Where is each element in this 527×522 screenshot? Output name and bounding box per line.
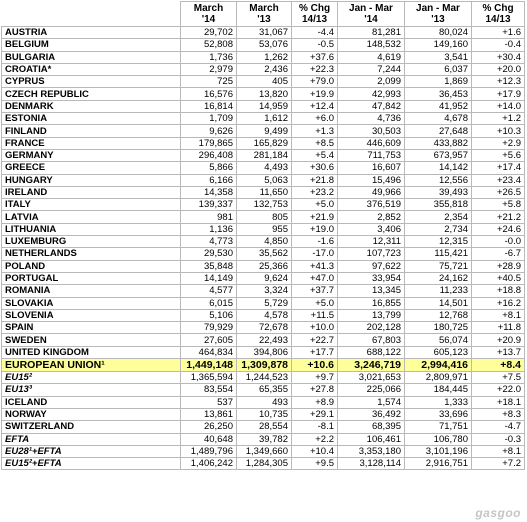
cell-ytd13: 149,160	[405, 39, 472, 51]
cell-ytd13: 39,493	[405, 186, 472, 198]
registrations-table	[1, 1, 525, 470]
cell-ytd13: 433,882	[405, 137, 472, 149]
cell-ychg: +17.9	[472, 88, 525, 100]
cell-ytd14: 107,723	[338, 248, 405, 260]
cell-chg: -1.6	[292, 236, 338, 248]
row-label: BULGARIA	[2, 51, 181, 63]
cell-m13: 165,829	[237, 137, 292, 149]
header-pct-chg-month: % Chg 14/13	[292, 2, 338, 27]
group-row	[2, 384, 525, 396]
table-row	[2, 88, 525, 100]
cell-chg: +6.0	[292, 113, 338, 125]
cell-ychg: +18.8	[472, 285, 525, 297]
row-label: AUSTRIA	[2, 27, 181, 39]
cell-m13: 1,244,523	[237, 372, 292, 384]
cell-m14: 9,626	[181, 125, 237, 137]
cell-chg: -8.1	[292, 421, 338, 433]
cell-ytd14: 446,609	[338, 137, 405, 149]
cell-ytd14: 81,281	[338, 27, 405, 39]
cell-m14: 1,709	[181, 113, 237, 125]
cell-ytd14: 16,607	[338, 162, 405, 174]
cell-m14: 179,865	[181, 137, 237, 149]
cell-ytd14: 42,993	[338, 88, 405, 100]
cell-m13: 13,820	[237, 88, 292, 100]
cell-ytd14: 3,021,653	[338, 372, 405, 384]
cell-ytd14: 13,799	[338, 309, 405, 321]
cell-m14: 13,861	[181, 408, 237, 420]
cell-m14: 1,365,594	[181, 372, 237, 384]
table-row	[2, 334, 525, 346]
cell-ytd13: 605,123	[405, 346, 472, 358]
eu-total-row	[2, 359, 525, 372]
row-label: SWEDEN	[2, 334, 181, 346]
cell-ychg: +21.2	[472, 211, 525, 223]
cell-ychg: +10.3	[472, 125, 525, 137]
table-row	[2, 223, 525, 235]
header-march-14: March '14	[181, 2, 237, 27]
table-row	[2, 51, 525, 63]
cell-ytd13: 12,315	[405, 236, 472, 248]
row-label: FINLAND	[2, 125, 181, 137]
cell-ytd13: 75,721	[405, 260, 472, 272]
cell-ytd14: 2,852	[338, 211, 405, 223]
cell-m13: 35,562	[237, 248, 292, 260]
cell-ychg: +24.6	[472, 223, 525, 235]
cell-m13: 405	[237, 76, 292, 88]
cell-m14: 537	[181, 396, 237, 408]
row-label: ROMANIA	[2, 285, 181, 297]
cell-ychg: +40.5	[472, 272, 525, 284]
group-row	[2, 396, 525, 408]
cell-m14: 14,358	[181, 186, 237, 198]
table-row	[2, 272, 525, 284]
cell-chg: +17.7	[292, 346, 338, 358]
group-row	[2, 372, 525, 384]
cell-m13: 1,262	[237, 51, 292, 63]
cell-ytd13: 115,421	[405, 248, 472, 260]
cell-m14: 464,834	[181, 346, 237, 358]
cell-m14: 1,136	[181, 223, 237, 235]
table-row	[2, 285, 525, 297]
cell-ytd13: 14,501	[405, 297, 472, 309]
table-row	[2, 211, 525, 223]
cell-m14: 1,736	[181, 51, 237, 63]
cell-chg: +23.2	[292, 186, 338, 198]
cell-ytd14: 67,803	[338, 334, 405, 346]
cell-chg: +5.0	[292, 199, 338, 211]
cell-ytd13: 12,556	[405, 174, 472, 186]
cell-chg: +27.8	[292, 384, 338, 396]
cell-ytd14: 7,244	[338, 63, 405, 75]
header-ytd-13: Jan - Mar '13	[405, 2, 472, 27]
row-label: ESTONIA	[2, 113, 181, 125]
row-label: ITALY	[2, 199, 181, 211]
cell-m13: 1,612	[237, 113, 292, 125]
cell-m14: 52,808	[181, 39, 237, 51]
cell-m13: 39,782	[237, 433, 292, 445]
cell-m13: 14,959	[237, 100, 292, 112]
cell-ytd14: 711,753	[338, 149, 405, 161]
cell-chg: +29.1	[292, 408, 338, 420]
row-label: IRELAND	[2, 186, 181, 198]
cell-ytd13: 2,994,416	[405, 359, 472, 372]
cell-ychg: +22.0	[472, 384, 525, 396]
table-row	[2, 162, 525, 174]
cell-m14: 29,702	[181, 27, 237, 39]
cell-chg: +11.5	[292, 309, 338, 321]
cell-chg: +10.0	[292, 322, 338, 334]
cell-m13: 955	[237, 223, 292, 235]
cell-ytd13: 33,696	[405, 408, 472, 420]
cell-ychg: +1.6	[472, 27, 525, 39]
cell-ychg: -6.7	[472, 248, 525, 260]
cell-m14: 40,648	[181, 433, 237, 445]
group-row	[2, 433, 525, 445]
group-row	[2, 408, 525, 420]
table-row	[2, 76, 525, 88]
cell-m14: 6,166	[181, 174, 237, 186]
cell-ytd14: 49,966	[338, 186, 405, 198]
row-label: CYPRUS	[2, 76, 181, 88]
cell-m14: 1,406,242	[181, 458, 237, 470]
table-row	[2, 125, 525, 137]
cell-m13: 53,076	[237, 39, 292, 51]
row-label: DENMARK	[2, 100, 181, 112]
table-row	[2, 297, 525, 309]
cell-ychg: +28.9	[472, 260, 525, 272]
cell-chg: +1.3	[292, 125, 338, 137]
cell-chg: +19.9	[292, 88, 338, 100]
header-march-13: March '13	[237, 2, 292, 27]
cell-m14: 725	[181, 76, 237, 88]
cell-ytd13: 12,768	[405, 309, 472, 321]
cell-chg: -4.4	[292, 27, 338, 39]
cell-ychg: +30.4	[472, 51, 525, 63]
cell-chg: +37.6	[292, 51, 338, 63]
cell-m14: 1,449,148	[181, 359, 237, 372]
group-row	[2, 421, 525, 433]
cell-m13: 1,284,305	[237, 458, 292, 470]
cell-m13: 5,729	[237, 297, 292, 309]
table-row	[2, 346, 525, 358]
cell-ychg: +16.2	[472, 297, 525, 309]
row-label: UNITED KINGDOM	[2, 346, 181, 358]
cell-m13: 4,578	[237, 309, 292, 321]
cell-ychg: +7.2	[472, 458, 525, 470]
table-row	[2, 236, 525, 248]
cell-ytd14: 106,461	[338, 433, 405, 445]
cell-ychg: +8.1	[472, 445, 525, 457]
cell-ytd14: 97,622	[338, 260, 405, 272]
cell-m14: 296,408	[181, 149, 237, 161]
cell-ytd13: 2,734	[405, 223, 472, 235]
table-row	[2, 39, 525, 51]
cell-m13: 5,063	[237, 174, 292, 186]
row-label: ICELAND	[2, 396, 181, 408]
cell-m14: 5,866	[181, 162, 237, 174]
cell-ychg: +26.5	[472, 186, 525, 198]
cell-ytd13: 14,142	[405, 162, 472, 174]
cell-ytd14: 688,122	[338, 346, 405, 358]
row-label: SLOVAKIA	[2, 297, 181, 309]
cell-ychg: +14.0	[472, 100, 525, 112]
cell-chg: +9.5	[292, 458, 338, 470]
table-header	[2, 2, 525, 27]
cell-ytd14: 13,345	[338, 285, 405, 297]
cell-ytd14: 3,353,180	[338, 445, 405, 457]
cell-ytd14: 148,532	[338, 39, 405, 51]
cell-ychg: -0.4	[472, 39, 525, 51]
cell-chg: +10.6	[292, 359, 338, 372]
table-row	[2, 322, 525, 334]
cell-ychg: -0.3	[472, 433, 525, 445]
cell-ytd14: 3,128,114	[338, 458, 405, 470]
cell-m13: 28,554	[237, 421, 292, 433]
cell-ytd13: 41,952	[405, 100, 472, 112]
cell-m14: 6,015	[181, 297, 237, 309]
cell-chg: +10.4	[292, 445, 338, 457]
cell-ytd13: 1,869	[405, 76, 472, 88]
cell-m14: 4,577	[181, 285, 237, 297]
cell-ytd13: 80,024	[405, 27, 472, 39]
cell-m14: 5,106	[181, 309, 237, 321]
cell-ychg: +5.6	[472, 149, 525, 161]
row-label: FRANCE	[2, 137, 181, 149]
cell-chg: +8.5	[292, 137, 338, 149]
group-row	[2, 458, 525, 470]
row-label: CZECH REPUBLIC	[2, 88, 181, 100]
cell-ytd14: 68,395	[338, 421, 405, 433]
table-row	[2, 63, 525, 75]
table-row	[2, 137, 525, 149]
cell-ytd14: 225,066	[338, 384, 405, 396]
header-ytd-14: Jan - Mar '14	[338, 2, 405, 27]
cell-m14: 79,929	[181, 322, 237, 334]
cell-ychg: +23.4	[472, 174, 525, 186]
cell-chg: +19.0	[292, 223, 338, 235]
cell-m13: 1,349,660	[237, 445, 292, 457]
cell-m13: 11,650	[237, 186, 292, 198]
header-pct-chg-ytd: % Chg 14/13	[472, 2, 525, 27]
cell-m14: 139,337	[181, 199, 237, 211]
cell-m13: 4,850	[237, 236, 292, 248]
cell-ytd13: 1,333	[405, 396, 472, 408]
cell-chg: +22.7	[292, 334, 338, 346]
cell-ytd14: 36,492	[338, 408, 405, 420]
cell-chg: +22.3	[292, 63, 338, 75]
cell-ytd14: 30,503	[338, 125, 405, 137]
table-row	[2, 27, 525, 39]
cell-ychg: +1.2	[472, 113, 525, 125]
cell-chg: -0.5	[292, 39, 338, 51]
row-label: EU13³	[2, 384, 181, 396]
cell-ychg: +17.4	[472, 162, 525, 174]
cell-m13: 2,436	[237, 63, 292, 75]
cell-ychg: +13.7	[472, 346, 525, 358]
watermark-logo: gasgoo	[475, 506, 521, 520]
cell-m13: 72,678	[237, 322, 292, 334]
cell-ychg: +20.0	[472, 63, 525, 75]
cell-ychg: +20.9	[472, 334, 525, 346]
cell-ytd14: 12,311	[338, 236, 405, 248]
cell-m13: 3,324	[237, 285, 292, 297]
cell-chg: +2.2	[292, 433, 338, 445]
cell-chg: +5.4	[292, 149, 338, 161]
cell-ytd13: 673,957	[405, 149, 472, 161]
header-blank	[2, 2, 181, 27]
cell-ytd14: 15,496	[338, 174, 405, 186]
cell-m13: 394,806	[237, 346, 292, 358]
cell-m13: 22,493	[237, 334, 292, 346]
cell-m14: 83,554	[181, 384, 237, 396]
cell-ytd14: 202,128	[338, 322, 405, 334]
cell-ychg: -4.7	[472, 421, 525, 433]
cell-ychg: +8.1	[472, 309, 525, 321]
row-label: CROATIA*	[2, 63, 181, 75]
cell-m14: 981	[181, 211, 237, 223]
cell-ytd13: 4,678	[405, 113, 472, 125]
row-label: PORTUGAL	[2, 272, 181, 284]
table-body	[2, 27, 525, 470]
cell-ytd14: 2,099	[338, 76, 405, 88]
row-label: SPAIN	[2, 322, 181, 334]
cell-ytd13: 6,037	[405, 63, 472, 75]
row-label: EU28¹+EFTA	[2, 445, 181, 457]
cell-ytd13: 106,780	[405, 433, 472, 445]
cell-m14: 1,489,796	[181, 445, 237, 457]
cell-m13: 10,735	[237, 408, 292, 420]
cell-ytd13: 56,074	[405, 334, 472, 346]
row-label: NETHERLANDS	[2, 248, 181, 260]
cell-m13: 805	[237, 211, 292, 223]
cell-m13: 9,624	[237, 272, 292, 284]
cell-ytd13: 180,725	[405, 322, 472, 334]
cell-ychg: +8.4	[472, 359, 525, 372]
row-label: EU15²	[2, 372, 181, 384]
cell-m14: 14,149	[181, 272, 237, 284]
cell-m13: 4,493	[237, 162, 292, 174]
table-row	[2, 260, 525, 272]
cell-chg: +37.7	[292, 285, 338, 297]
cell-ytd13: 36,453	[405, 88, 472, 100]
cell-chg: +12.4	[292, 100, 338, 112]
cell-m14: 16,576	[181, 88, 237, 100]
table-row	[2, 113, 525, 125]
row-label: LITHUANIA	[2, 223, 181, 235]
cell-chg: +79.0	[292, 76, 338, 88]
cell-chg: +47.0	[292, 272, 338, 284]
cell-ytd14: 33,954	[338, 272, 405, 284]
table-row	[2, 100, 525, 112]
cell-ytd14: 4,619	[338, 51, 405, 63]
table-row	[2, 199, 525, 211]
table-row	[2, 149, 525, 161]
row-label: LUXEMBURG	[2, 236, 181, 248]
cell-m14: 35,848	[181, 260, 237, 272]
cell-ytd14: 376,519	[338, 199, 405, 211]
cell-m14: 29,530	[181, 248, 237, 260]
cell-ytd14: 4,736	[338, 113, 405, 125]
row-label: SLOVENIA	[2, 309, 181, 321]
cell-m14: 2,979	[181, 63, 237, 75]
cell-m14: 26,250	[181, 421, 237, 433]
table-row	[2, 186, 525, 198]
cell-ytd13: 184,445	[405, 384, 472, 396]
row-label: EUROPEAN UNION¹	[2, 359, 181, 372]
cell-ytd13: 71,751	[405, 421, 472, 433]
cell-m13: 281,184	[237, 149, 292, 161]
cell-chg: -17.0	[292, 248, 338, 260]
cell-ychg: -0.0	[472, 236, 525, 248]
cell-m13: 132,753	[237, 199, 292, 211]
cell-ychg: +11.8	[472, 322, 525, 334]
cell-ytd13: 355,818	[405, 199, 472, 211]
cell-ychg: +12.3	[472, 76, 525, 88]
cell-ytd13: 2,354	[405, 211, 472, 223]
cell-ychg: +2.9	[472, 137, 525, 149]
cell-ytd13: 2,809,971	[405, 372, 472, 384]
cell-m13: 493	[237, 396, 292, 408]
cell-m13: 31,067	[237, 27, 292, 39]
cell-ytd14: 3,406	[338, 223, 405, 235]
cell-ytd13: 3,541	[405, 51, 472, 63]
row-label: GREECE	[2, 162, 181, 174]
cell-chg: +5.0	[292, 297, 338, 309]
row-label: EFTA	[2, 433, 181, 445]
table-row	[2, 309, 525, 321]
cell-ychg: +18.1	[472, 396, 525, 408]
group-row	[2, 445, 525, 457]
cell-ytd13: 11,233	[405, 285, 472, 297]
cell-m14: 4,773	[181, 236, 237, 248]
cell-ytd14: 16,855	[338, 297, 405, 309]
cell-chg: +41.3	[292, 260, 338, 272]
cell-ytd13: 27,648	[405, 125, 472, 137]
cell-m13: 9,499	[237, 125, 292, 137]
cell-ytd13: 24,162	[405, 272, 472, 284]
table-row	[2, 174, 525, 186]
cell-m13: 1,309,878	[237, 359, 292, 372]
cell-ychg: +8.3	[472, 408, 525, 420]
row-label: GERMANY	[2, 149, 181, 161]
row-label: HUNGARY	[2, 174, 181, 186]
cell-ytd14: 1,574	[338, 396, 405, 408]
cell-ychg: +7.5	[472, 372, 525, 384]
cell-ytd14: 47,842	[338, 100, 405, 112]
cell-chg: +9.7	[292, 372, 338, 384]
row-label: LATVIA	[2, 211, 181, 223]
cell-chg: +8.9	[292, 396, 338, 408]
row-label: EU15²+EFTA	[2, 458, 181, 470]
row-label: NORWAY	[2, 408, 181, 420]
table-row	[2, 248, 525, 260]
cell-chg: +21.8	[292, 174, 338, 186]
cell-chg: +21.9	[292, 211, 338, 223]
cell-m13: 25,366	[237, 260, 292, 272]
cell-ytd14: 3,246,719	[338, 359, 405, 372]
cell-ytd13: 3,101,196	[405, 445, 472, 457]
row-label: BELGIUM	[2, 39, 181, 51]
cell-m13: 65,355	[237, 384, 292, 396]
row-label: SWITZERLAND	[2, 421, 181, 433]
cell-m14: 16,814	[181, 100, 237, 112]
cell-ytd13: 2,916,751	[405, 458, 472, 470]
cell-m14: 27,605	[181, 334, 237, 346]
cell-ychg: +5.8	[472, 199, 525, 211]
cell-chg: +30.6	[292, 162, 338, 174]
row-label: POLAND	[2, 260, 181, 272]
